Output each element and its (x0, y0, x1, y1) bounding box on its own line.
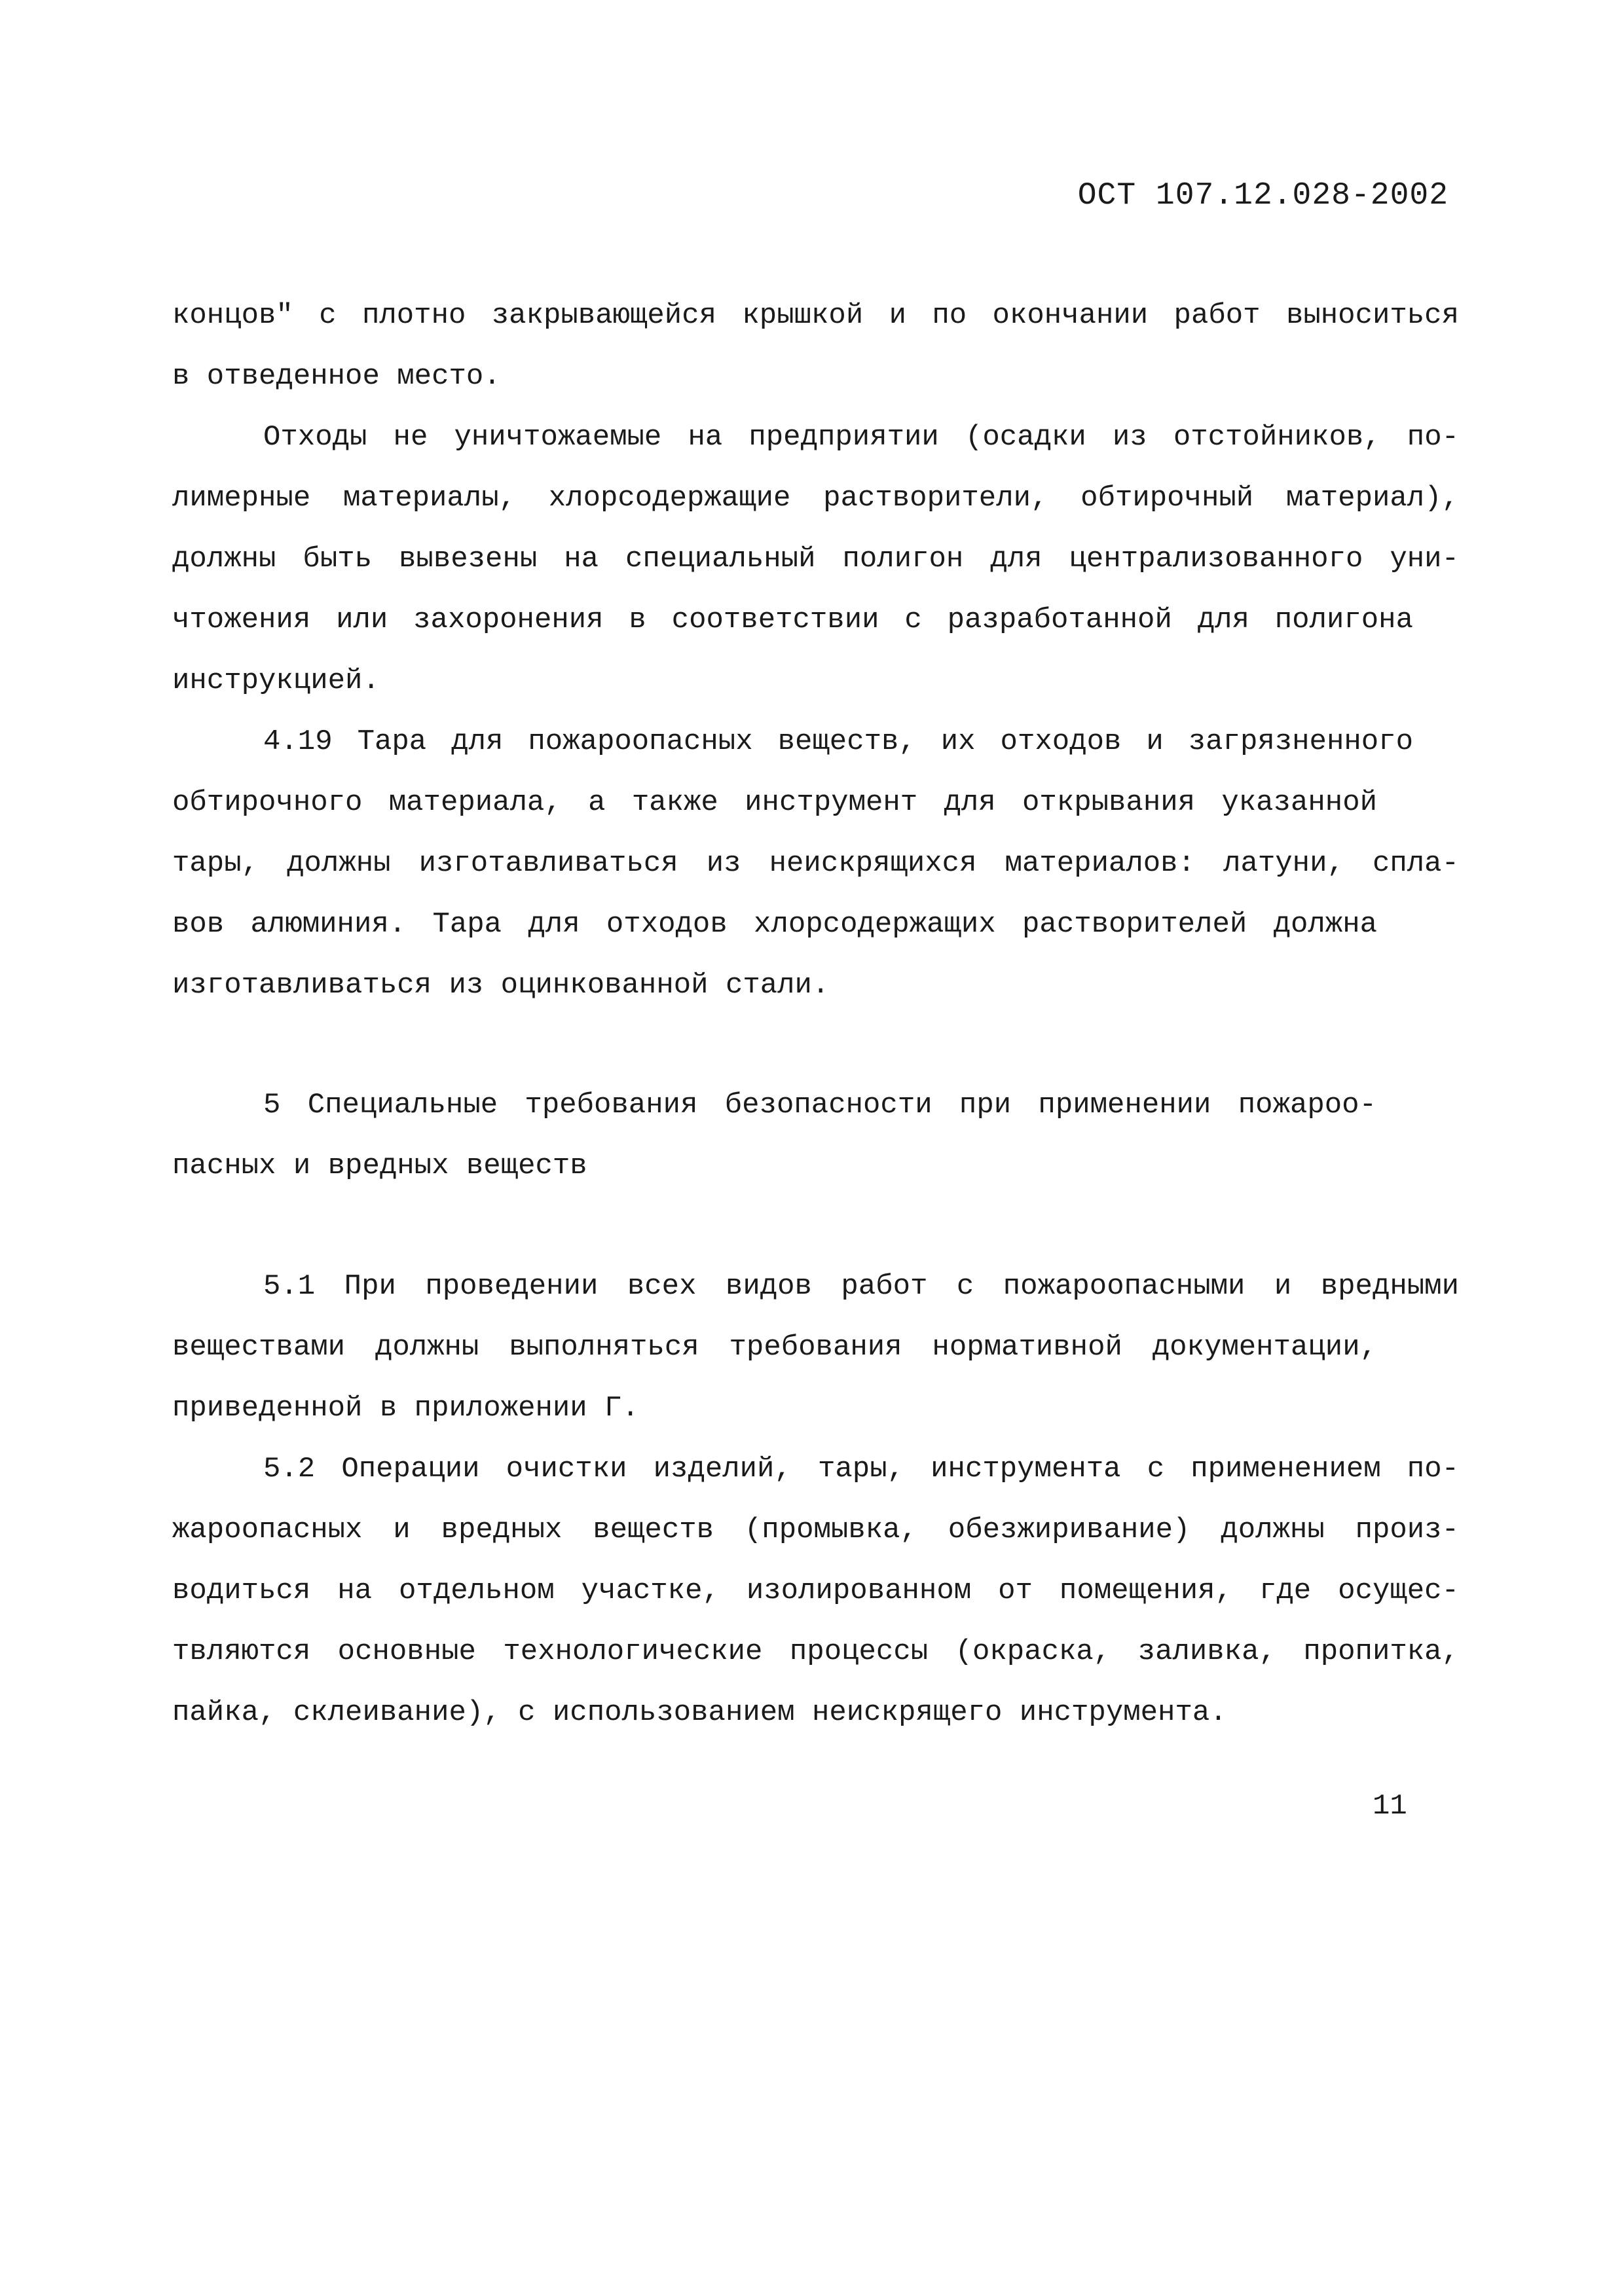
para-3-line-3: тары, должны изготавливаться из неискрящихся материалов: латуни, спла- (172, 847, 1459, 880)
para-3-line-5: изготавливаться из оцинкованной стали. (172, 969, 830, 1002)
para-3-line-1: 4.19 Тара для пожароопасных веществ, их отходов и загрязненного (263, 725, 1413, 758)
para-1-line-1: концов" с плотно закрывающейся крышкой и по окончании работ выноситься (172, 299, 1459, 332)
para-5-1-line-3: приведенной в приложении Г. (172, 1392, 639, 1425)
para-5-2-line-5: пайка, склеивание), с использованием неискрящего инструмента. (172, 1696, 1227, 1729)
para-2-line-5: инструкцией. (172, 665, 380, 697)
para-3-line-4: вов алюминия. Тара для отходов хлорсодержащих растворителей должна (172, 908, 1377, 941)
para-5-1-line-2: веществами должны выполняться требования нормативной документации, (172, 1331, 1377, 1364)
para-5-2-line-1: 5.2 Операции очистки изделий, тары, инструмента с применением по- (263, 1453, 1459, 1485)
para-2-line-2: лимерные материалы, хлорсодержащие растворители, обтирочный материал), (172, 482, 1459, 515)
section-5-heading-line-2: пасных и вредных веществ (172, 1150, 587, 1182)
para-1-line-2: в отведенное место. (172, 360, 501, 393)
document-id-header: ОСТ 107.12.028-2002 (1077, 178, 1449, 213)
page-number: 11 (1373, 1790, 1407, 1823)
para-2-line-1: Отходы не уничтожаемые на предприятии (осадки из отстойников, по- (263, 421, 1459, 454)
section-5-heading-line-1: 5 Специальные требования безопасности при применении пожароо- (263, 1089, 1376, 1121)
para-2-line-3: должны быть вывезены на специальный полигон для централизованного уни- (172, 543, 1459, 575)
para-2-line-4: чтожения или захоронения в соответствии с разработанной для полигона (172, 604, 1413, 636)
para-5-2-line-3: водиться на отдельном участке, изолированном от помещения, где осущес- (172, 1575, 1459, 1607)
para-5-2-line-4: твляются основные технологические процессы (окраска, заливка, пропитка, (172, 1635, 1459, 1668)
para-5-1-line-1: 5.1 При проведении всех видов работ с пожароопасными и вредными (263, 1270, 1459, 1303)
para-5-2-line-2: жароопасных и вредных веществ (промывка, обезжиривание) должны произ- (172, 1514, 1459, 1546)
para-3-line-2: обтирочного материала, а также инструмент для открывания указанной (172, 786, 1377, 819)
